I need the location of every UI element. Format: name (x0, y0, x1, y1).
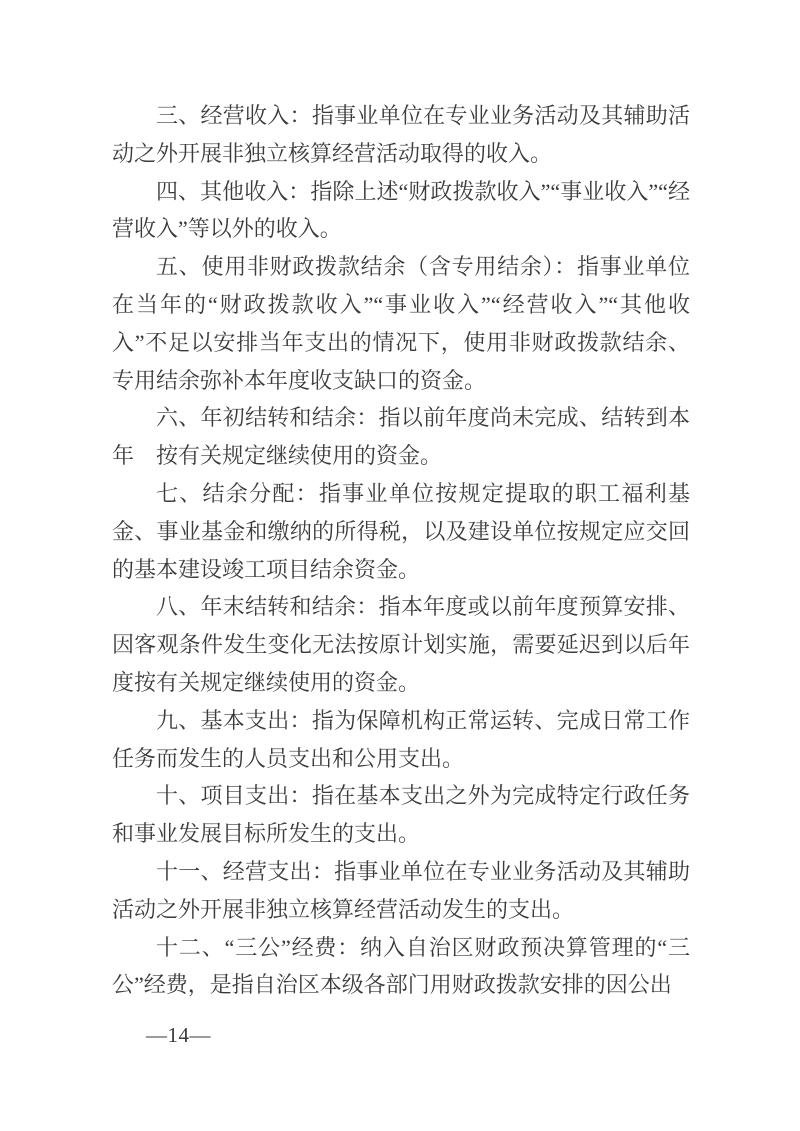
paragraph: 十、项目支出：指在基本支出之外为完成特定行政任务和事业发展目标所发生的支出。 (112, 783, 690, 847)
paragraph: 四、其他收入：指除上述“财政拨款收入”“事业收入”“经营收入”等以外的收入。 (112, 178, 690, 242)
paragraph: 十一、经营支出：指事业单位在专业业务活动及其辅助活动之外开展非独立核算经营活动发生的支出。 (112, 858, 690, 922)
paragraph: 九、基本支出：指为保障机构正常运转、完成日常工作任务而发生的人员支出和公用支出。 (112, 707, 690, 771)
paragraph: 七、结余分配：指事业单位按规定提取的职工福利基金、事业基金和缴纳的所得税，以及建设单位按规定应交回的基本建设竣工项目结余资金。 (112, 480, 690, 582)
paragraph: 十二、“三公”经费：纳入自治区财政预决算管理的“三公”经费，是指自治区本级各部门用财政拨款安排的因公出 (112, 934, 690, 998)
paragraph: 五、使用非财政拨款结余（含专用结余）：指事业单位在当年的“财政拨款收入”“事业收入”“经营收入”“其他收入”不足以安排当年支出的情况下，使用非财政拨款结余、专用结余弥补本年度收支缺口的资金。 (112, 254, 690, 393)
paragraph: 八、年末结转和结余：指本年度或以前年度预算安排、因客观条件发生变化无法按原计划实施，需要延迟到以后年度按有关规定继续使用的资金。 (112, 594, 690, 695)
page-number: —14— (146, 1023, 211, 1047)
document-body (112, 97, 690, 1004)
paragraph: 三、经营收入：指事业单位在专业业务活动及其辅助活动之外开展非独立核算经营活动取得的收入。 (112, 103, 690, 166)
paragraph: 六、年初结转和结余：指以前年度尚未完成、结转到本年 按有关规定继续使用的资金。 (112, 405, 690, 469)
